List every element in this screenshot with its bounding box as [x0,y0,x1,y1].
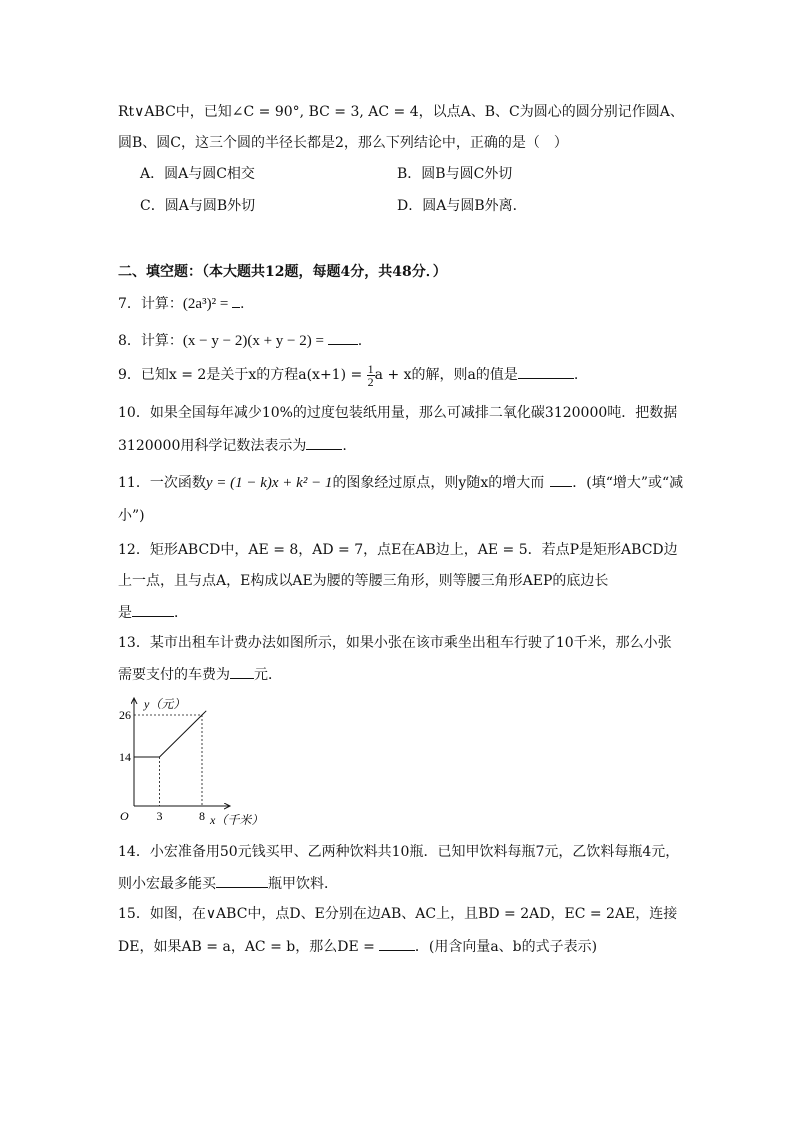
q15-text-line1: 15．如图，在∨ABC中，点D、E分别在边AB、AC上，且BD = 2AD，EC = 2AE，连接 [118,906,678,922]
q13-text-line2: 需要支付的车费为 [118,667,230,683]
q8 [118,330,362,351]
y-tick-14: 14 [119,750,131,764]
q6-option-d [397,196,527,216]
q7-expr: (2a³)² = [182,296,233,312]
q11-line1 [118,472,683,493]
q13-tail: 元． [254,667,282,683]
y-axis-label: y（元） [144,697,186,711]
q12-tail: ． [174,605,188,621]
q11-tail: ．(填“增大”或“减 [572,475,684,491]
fare-series-line [134,711,206,757]
q6-option-b [397,164,512,184]
q11-text-line2: 小”) [118,508,145,524]
section2-title [118,262,447,282]
q9-answer-blank[interactable] [518,364,574,379]
q12-line3 [118,602,188,623]
q6-option-a-text: A．圆A与圆C相交 [140,166,255,182]
q13-line1 [118,633,672,653]
q12-answer-blank[interactable] [132,602,174,617]
q7-prefix: 7．计算： [118,296,183,312]
q12-text-line2: 上一点，且与点A，E构成以AE为腰的等腰三角形，则等腰三角形AEP的底边长 [118,573,609,589]
x-tick-3: 3 [156,809,163,823]
q10-text-line1: 10．如果全国每年减少10%的过度包装纸用量，那么可减排二氧化碳3120000吨．把数据 [118,405,678,421]
q9-fraction [367,363,375,388]
q15-answer-blank[interactable] [379,936,415,951]
y-tick-26: 26 [119,708,131,722]
q9-mid: a + x的解，则a的值是 [374,367,518,383]
section2-title-text: 二、填空题：（本大题共12题，每题4分，共48分．） [118,264,447,280]
q9-tail: . [573,367,579,383]
q15-tail: ．(用含向量a、b的式子表示) [414,939,598,955]
q11-prefix: 11．一次函数 [118,475,206,491]
q14-tail: 瓶甲饮料． [268,876,338,892]
q14-answer-blank[interactable] [216,873,268,888]
q7-answer-blank[interactable] [232,293,240,308]
q6-text-line2: 圆B、圆C，这三个圆的半径长都是2，那么下列结论中，正确的是（ ） [118,135,568,151]
q13-text-line1: 13．某市出租车计费办法如图所示，如果小张在该市乘坐出租车行驶了10千米，那么小张 [118,635,672,651]
q12-text-line1: 12．矩形ABCD中，AE = 8，AD = 7，点E在AB边上，AE = 5．若点P是矩形ABCD边 [118,542,678,558]
q11-expr: y = (1 − k)x + k² − 1 [205,475,333,491]
q9 [118,362,578,388]
q12-text-line3: 是 [118,605,132,621]
q9-frac-den: 2 [367,374,374,389]
q6-option-c [140,196,255,216]
q13-line2 [118,664,282,685]
x-tick-8: 8 [199,809,205,823]
q6-line2 [118,133,568,153]
q6-option-a [140,164,255,184]
q14-line2 [118,873,338,894]
q10-text-line2: 3120000用科学记数法表示为 [118,438,307,454]
q12-line1 [118,540,678,560]
q8-tail: . [357,333,363,349]
q6-option-b-text: B．圆B与圆C外切 [397,166,513,182]
q6-line1 [118,102,684,122]
q8-prefix: 8．计算： [118,333,183,349]
taxi-fare-graph [118,692,278,832]
q8-answer-blank[interactable] [328,330,358,345]
q7-tail: . [240,296,245,312]
q15-line1 [118,904,677,924]
origin-label: O [120,809,129,823]
q11-line2 [118,506,145,526]
q13-answer-blank[interactable] [230,664,254,679]
q6-text-line1: Rt∨ABC中，已知∠C = 90°, BC = 3, AC = 4，以点A、B、C为圆心的圆分别记作圆A、 [118,104,684,120]
q9-prefix: 9．已知x = 2是关于x的方程a(x+1) = [118,367,367,383]
q6-option-d-text: D．圆A与圆B外离． [397,198,527,214]
q12-line2 [118,571,608,591]
guide-lines [134,715,202,806]
q9-frac-num: 1 [367,361,374,376]
q14-text-line2: 则小宏最多能买 [118,876,216,892]
q15-line2 [118,936,597,957]
q8-expr: (x − y − 2)(x + y − 2) = [182,333,328,349]
x-axis-label: x（千米） [210,813,264,827]
q10-answer-blank[interactable] [306,435,342,450]
q11-answer-blank[interactable] [550,472,572,487]
q10-line2 [118,435,347,456]
q15-text-line2: DE，如果AB = a，AC = b，那么DE = [118,939,375,955]
q14-line1 [118,842,679,862]
q11-mid: 的图象经过原点，则y随x的增大而 [332,475,545,491]
q7 [118,293,244,314]
q6-option-c-text: C．圆A与圆B外切 [140,198,256,214]
q14-text-line1: 14．小宏准备用50元钱买甲、乙两种饮料共10瓶．已知甲饮料每瓶7元，乙饮料每瓶4元， [118,844,680,860]
q10-tail: . [342,438,347,454]
q10-line1 [118,403,677,423]
